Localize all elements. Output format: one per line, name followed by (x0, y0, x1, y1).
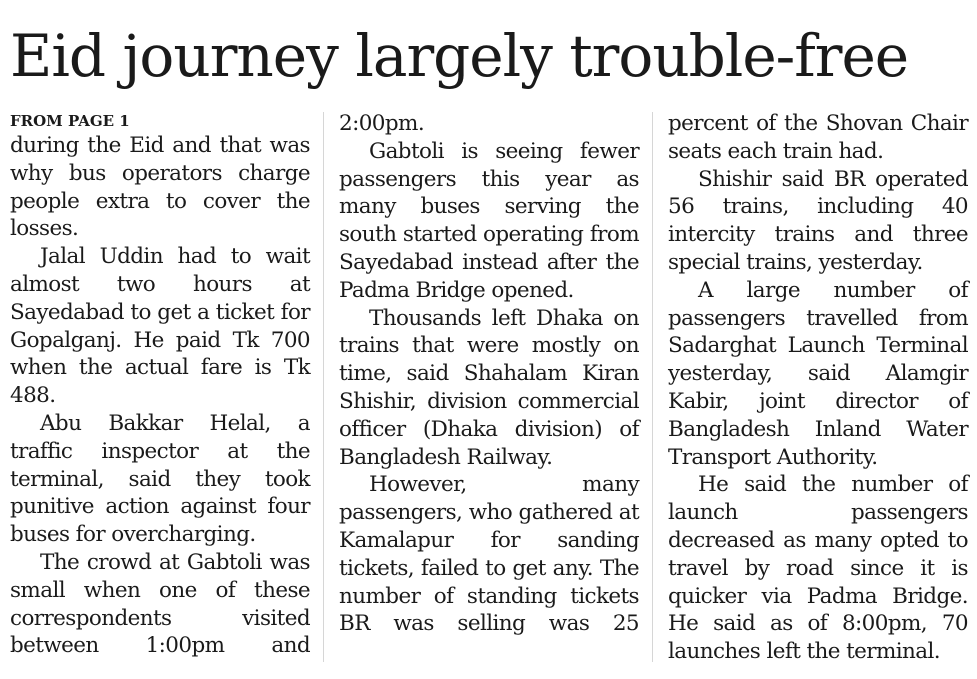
paragraph: 2:00pm. (339, 111, 425, 136)
column-divider (652, 112, 653, 662)
paragraph: A large number of passengers travelled from Sadarghat Launch Terminal yesterday, said Alamgir Kabir, joint director of Bangladesh Inland Water Transport Authority. (668, 277, 968, 470)
paragraph: during the Eid and that was why bus operators charge people extra to cover the losses. (10, 133, 310, 242)
column-2 (339, 110, 639, 638)
paragraph: He said the number of launch passengers decreased as many opted to travel by road since it is quicker via Padma Bridge. He said as of 8:00pm, 70 launches left the terminal. (668, 472, 968, 665)
paragraph: The crowd at Gabtoli was small when one of these correspondents visited between 1:00pm and (10, 549, 310, 659)
paragraph: Gabtoli is seeing fewer passengers this year as many buses serving the south started operating from Sayedabad instead after the Padma Bridge opened. (339, 138, 639, 303)
column-divider (323, 112, 324, 662)
headline: Eid journey largely trouble-free (10, 22, 909, 90)
paragraph: Thousands left Dhaka on trains that were mostly on time, said Shahalam Kiran Shishir, division commercial officer (Dhaka division) of Bangladesh Railway. (339, 305, 639, 470)
paragraph: However, many passengers, who gathered at Kamalapur for sanding tickets, failed to get any. The number of standing tickets BR was selling was 25 (339, 472, 639, 637)
paragraph: Abu Bakkar Helal, a traffic inspector at the terminal, said they took punitive action against four buses for overcharging. (10, 410, 310, 548)
column-1 (10, 110, 310, 660)
kicker: FROM PAGE 1 (10, 112, 130, 130)
paragraph: Jalal Uddin had to wait almost two hours at Sayedabad to get a ticket for Gopalganj. He paid Tk 700 when the actual fare is Tk 488. (10, 244, 310, 409)
paragraph: Shishir said BR operated 56 trains, including 40 intercity trains and three special trains, yesterday. (668, 166, 968, 275)
column-3 (668, 110, 968, 666)
paragraph: percent of the Shovan Chair seats each train had. (668, 111, 968, 164)
